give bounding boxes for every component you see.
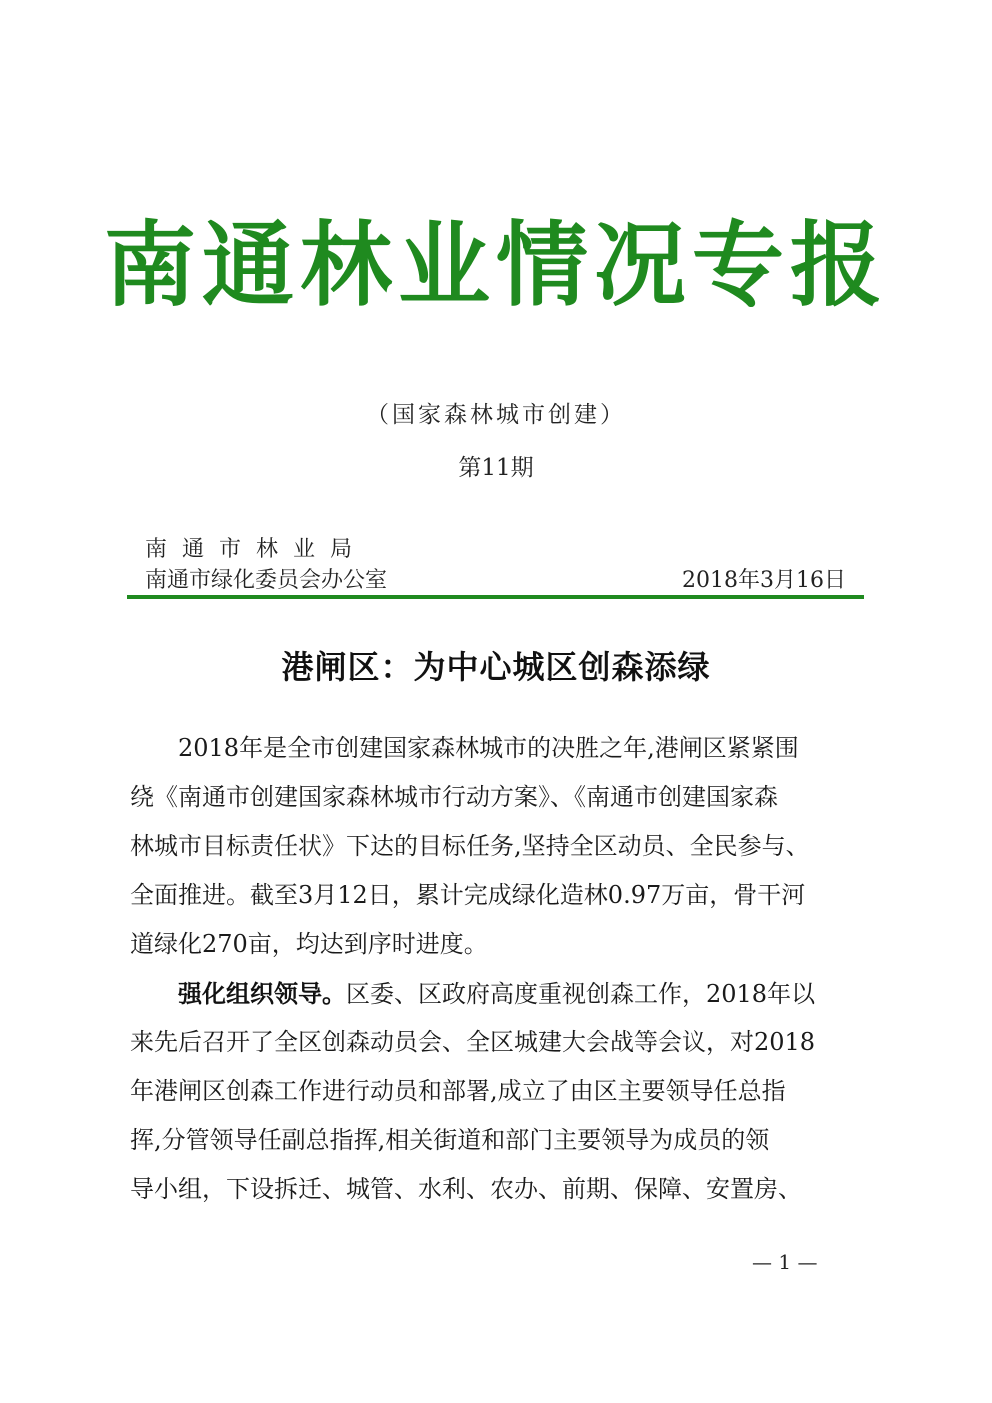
issuer-office: 南通市绿化委员会办公室 — [145, 568, 388, 593]
paragraph-line: 全面推进。截至3月12日，累计完成绿化造林0.97万亩，骨干河 — [130, 881, 806, 909]
paragraph-line: 导小组，下设拆迁、城管、水利、农办、前期、保障、安置房、 — [130, 1175, 802, 1203]
section-lead: 强化组织领导。 — [178, 979, 346, 1008]
paragraph-line: 道绿化270亩，均达到序时进度。 — [130, 930, 488, 958]
issue-number: 第11期 — [458, 455, 534, 481]
article-headline: 港闸区：为中心城区创森添绿 — [281, 648, 711, 686]
page-number: — 1 — — [752, 1250, 818, 1274]
subtitle: （国家森林城市创建） — [366, 402, 626, 428]
issuer-bureau: 南通市林业局 — [145, 537, 368, 562]
paragraph-line: 2018年是全市创建国家森林城市的决胜之年,港闸区紧紧围 — [178, 734, 799, 762]
paragraph-line: 年港闸区创森工作进行动员和部署,成立了由区主要领导任总指 — [130, 1077, 786, 1105]
paragraph-line: 林城市目标责任状》下达的目标任务,坚持全区动员、全民参与、 — [130, 832, 810, 860]
publish-date: 2018年3月16日 — [682, 568, 846, 593]
paragraph-line: 挥,分管领导任副总指挥,相关街道和部门主要领导为成员的领 — [130, 1126, 770, 1154]
paragraph-line: 来先后召开了全区创森动员会、全区城建大会战等会议，对2018 — [130, 1028, 816, 1056]
paragraph-text: 区委、区政府高度重视创森工作，2018年以 — [346, 980, 816, 1008]
paragraph-line: 绕《南通市创建国家森林城市行动方案》、《南通市创建国家森 — [130, 783, 778, 811]
article-body — [130, 724, 862, 1214]
paragraph-line — [130, 969, 862, 1018]
header-divider — [127, 595, 864, 599]
masthead-title: 南通林业情况专报 — [103, 211, 888, 319]
